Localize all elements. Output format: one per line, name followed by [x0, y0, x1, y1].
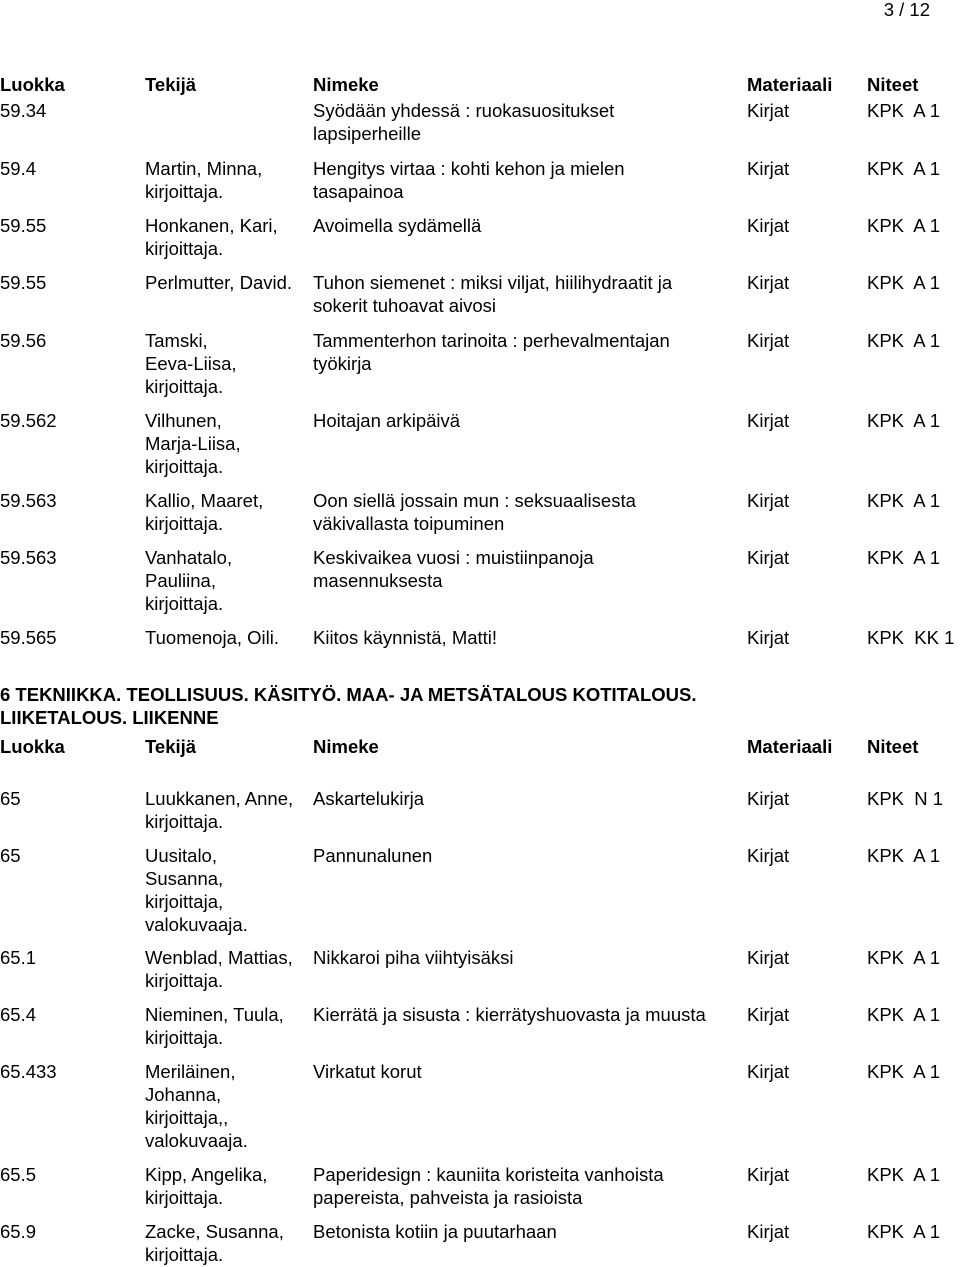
cell-nimeke: [313, 1060, 422, 1083]
cell-nimeke: [313, 844, 432, 867]
cell-luokka: 65.433: [0, 1061, 57, 1082]
cell-nimeke-line: masennuksesta: [313, 570, 443, 591]
cell-nimeke-line: Kiitos käynnistä, Matti!: [313, 627, 498, 648]
cell-luokka: 59.56: [0, 330, 47, 351]
cell-nimeke: [313, 157, 625, 203]
cell-tekija-line: kirjoittaja.: [145, 238, 224, 259]
cell-nimeke-line: Betonista kotiin ja puutarhaan: [313, 1221, 557, 1242]
cell-niteet: KPK A 1: [867, 100, 941, 121]
cell-materiaali: Kirjat: [747, 410, 790, 431]
cell-tekija-line: Vilhunen,: [145, 410, 222, 431]
cell-tekija-line: kirjoittaja.: [145, 513, 224, 534]
cell-nimeke: [313, 1003, 706, 1026]
cell-niteet: KPK A 1: [867, 330, 941, 351]
cell-luokka: 59.563: [0, 547, 57, 568]
cell-tekija-line: kirjoittaja.: [145, 376, 224, 397]
cell-nimeke-line: Paperidesign : kauniita koristeita vanhoista: [313, 1164, 664, 1185]
cell-nimeke-line: lapsiperheille: [313, 123, 421, 144]
header-tekija: Tekijä: [145, 74, 197, 95]
cell-nimeke: [313, 214, 481, 237]
cell-luokka: 59.563: [0, 490, 57, 511]
cell-nimeke-line: tasapainoa: [313, 181, 404, 202]
cell-tekija-line: kirjoittaja,: [145, 891, 224, 912]
cell-luokka: 65.9: [0, 1221, 37, 1242]
cell-tekija-line: kirjoittaja.: [145, 181, 224, 202]
cell-nimeke-line: Nikkaroi piha viihtyisäksi: [313, 947, 514, 968]
cell-tekija-line: valokuvaaja.: [145, 914, 248, 935]
cell-tekija: [145, 844, 248, 936]
cell-niteet: KPK N 1: [867, 788, 944, 809]
cell-tekija: [145, 1060, 248, 1152]
cell-luokka: 59.562: [0, 410, 57, 431]
cell-nimeke-line: Tuhon siemenet : miksi viljat, hiilihydraatit ja: [313, 272, 673, 293]
cell-tekija: [145, 946, 293, 992]
cell-tekija-line: Marja-Liisa,: [145, 433, 241, 454]
cell-nimeke-line: Askartelukirja: [313, 788, 425, 809]
cell-tekija-line: kirjoittaja,,: [145, 1107, 229, 1128]
cell-tekija-line: Pauliina,: [145, 570, 216, 591]
cell-tekija-line: Eeva-Liisa,: [145, 353, 237, 374]
header-niteet: Niteet: [867, 74, 919, 95]
cell-nimeke: [313, 946, 513, 969]
cell-tekija: [145, 489, 263, 535]
cell-nimeke-line: Syödään yhdessä : ruokasuositukset: [313, 100, 615, 121]
cell-tekija-line: kirjoittaja.: [145, 1244, 224, 1265]
cell-tekija-line: kirjoittaja.: [145, 456, 224, 477]
cell-niteet: KPK A 1: [867, 845, 941, 866]
cell-tekija-line: Vanhatalo,: [145, 547, 233, 568]
header-tekija: Tekijä: [145, 736, 197, 757]
cell-materiaali: Kirjat: [747, 272, 790, 293]
header-nimeke: Nimeke: [313, 736, 379, 757]
cell-tekija-line: Meriläinen,: [145, 1061, 236, 1082]
cell-nimeke: [313, 546, 594, 592]
cell-niteet: KPK A 1: [867, 947, 941, 968]
cell-nimeke-line: sokerit tuhoavat aivosi: [313, 295, 497, 316]
section-title-line: 6 TEKNIIKKA. TEOLLISUUS. KÄSITYÖ. MAA- JA METSÄTALOUS KOTITALOUS.: [0, 684, 697, 705]
cell-niteet: KPK A 1: [867, 215, 941, 236]
cell-nimeke: [313, 409, 460, 432]
cell-tekija-line: kirjoittaja.: [145, 970, 224, 991]
cell-nimeke-line: Hengitys virtaa : kohti kehon ja mielen: [313, 158, 625, 179]
cell-niteet: KPK A 1: [867, 1061, 941, 1082]
cell-tekija-line: Johanna,: [145, 1084, 222, 1105]
cell-luokka: 65.5: [0, 1164, 37, 1185]
cell-tekija-line: Honkanen, Kari,: [145, 215, 278, 236]
cell-tekija-line: kirjoittaja.: [145, 1187, 224, 1208]
cell-niteet: KPK A 1: [867, 1164, 941, 1185]
cell-luokka: 59.55: [0, 272, 47, 293]
header-luokka: Luokka: [0, 74, 65, 95]
cell-niteet: KPK KK 1: [867, 627, 955, 648]
cell-luokka: 59.4: [0, 158, 37, 179]
cell-tekija-line: valokuvaaja.: [145, 1130, 248, 1151]
cell-luokka: 59.34: [0, 100, 47, 121]
cell-tekija-line: Martin, Minna,: [145, 158, 263, 179]
cell-tekija-line: Uusitalo,: [145, 845, 217, 866]
cell-tekija: [145, 157, 262, 203]
cell-materiaali: Kirjat: [747, 1004, 790, 1025]
cell-nimeke-line: Tammenterhon tarinoita : perhevalmentajan: [313, 330, 670, 351]
cell-niteet: KPK A 1: [867, 490, 941, 511]
cell-nimeke-line: Kierrätä ja sisusta : kierrätyshuovasta ja muusta: [313, 1004, 706, 1025]
cell-nimeke-line: Keskivaikea vuosi : muistiinpanoja: [313, 547, 594, 568]
cell-tekija: [145, 271, 292, 294]
section-title: [0, 683, 697, 729]
cell-tekija-line: Nieminen, Tuula,: [145, 1004, 284, 1025]
cell-luokka: 65.4: [0, 1004, 37, 1025]
cell-niteet: KPK A 1: [867, 547, 941, 568]
cell-tekija: [145, 329, 237, 398]
cell-materiaali: Kirjat: [747, 158, 790, 179]
cell-tekija: [145, 626, 279, 649]
cell-tekija-line: Perlmutter, David.: [145, 272, 293, 293]
cell-nimeke: [313, 626, 497, 649]
cell-tekija-line: Luukkanen, Anne,: [145, 788, 294, 809]
cell-tekija-line: Susanna,: [145, 868, 224, 889]
cell-materiaali: Kirjat: [747, 1061, 790, 1082]
cell-niteet: KPK A 1: [867, 1221, 941, 1242]
cell-materiaali: Kirjat: [747, 1164, 790, 1185]
cell-niteet: KPK A 1: [867, 158, 941, 179]
cell-tekija-line: Zacke, Susanna,: [145, 1221, 284, 1242]
cell-luokka: 59.55: [0, 215, 47, 236]
cell-niteet: KPK A 1: [867, 410, 941, 431]
cell-materiaali: Kirjat: [747, 490, 790, 511]
cell-tekija: [145, 409, 241, 478]
cell-materiaali: Kirjat: [747, 330, 790, 351]
cell-tekija: [145, 546, 232, 615]
header-materiaali: Materiaali: [747, 74, 833, 95]
cell-tekija-line: Wenblad, Mattias,: [145, 947, 293, 968]
cell-tekija-line: Tuomenoja, Oili.: [145, 627, 280, 648]
cell-nimeke: [313, 99, 614, 145]
cell-tekija-line: kirjoittaja.: [145, 1027, 224, 1048]
cell-tekija: [145, 214, 278, 260]
cell-materiaali: Kirjat: [747, 100, 790, 121]
cell-materiaali: Kirjat: [747, 947, 790, 968]
cell-materiaali: Kirjat: [747, 547, 790, 568]
section-title-line: LIIKETALOUS. LIIKENNE: [0, 707, 219, 728]
cell-nimeke-line: Virkatut korut: [313, 1061, 422, 1082]
cell-tekija: [145, 1220, 284, 1266]
cell-luokka: 65.1: [0, 947, 37, 968]
cell-tekija-line: kirjoittaja.: [145, 593, 224, 614]
header-niteet: Niteet: [867, 736, 919, 757]
cell-nimeke-line: Hoitajan arkipäivä: [313, 410, 461, 431]
cell-nimeke-line: Pannunalunen: [313, 845, 433, 866]
cell-niteet: KPK A 1: [867, 272, 941, 293]
cell-nimeke-line: papereista, pahveista ja rasioista: [313, 1187, 583, 1208]
cell-materiaali: Kirjat: [747, 1221, 790, 1242]
header-nimeke: Nimeke: [313, 74, 379, 95]
cell-tekija-line: Tamski,: [145, 330, 208, 351]
cell-tekija-line: Kipp, Angelika,: [145, 1164, 268, 1185]
cell-luokka: 65: [0, 845, 21, 866]
cell-nimeke: [313, 787, 424, 810]
cell-tekija: [145, 787, 293, 833]
cell-nimeke: [313, 329, 670, 375]
cell-nimeke-line: työkirja: [313, 353, 372, 374]
cell-nimeke: [313, 489, 636, 535]
cell-materiaali: Kirjat: [747, 215, 790, 236]
cell-tekija: [145, 1003, 284, 1049]
page-number: 3 / 12: [883, 0, 930, 20]
header-materiaali: Materiaali: [747, 736, 833, 757]
cell-nimeke: [313, 271, 672, 317]
cell-tekija-line: Kallio, Maaret,: [145, 490, 264, 511]
cell-luokka: 65: [0, 788, 21, 809]
cell-tekija: [145, 1163, 267, 1209]
cell-nimeke: [313, 1163, 664, 1209]
cell-materiaali: Kirjat: [747, 845, 790, 866]
cell-nimeke: [313, 1220, 557, 1243]
header-luokka: Luokka: [0, 736, 65, 757]
cell-nimeke-line: väkivallasta toipuminen: [313, 513, 505, 534]
cell-niteet: KPK A 1: [867, 1004, 941, 1025]
cell-nimeke-line: Avoimella sydämellä: [313, 215, 482, 236]
cell-luokka: 59.565: [0, 627, 57, 648]
cell-materiaali: Kirjat: [747, 788, 790, 809]
cell-materiaali: Kirjat: [747, 627, 790, 648]
cell-nimeke-line: Oon siellä jossain mun : seksuaalisesta: [313, 490, 636, 511]
cell-tekija-line: kirjoittaja.: [145, 811, 224, 832]
